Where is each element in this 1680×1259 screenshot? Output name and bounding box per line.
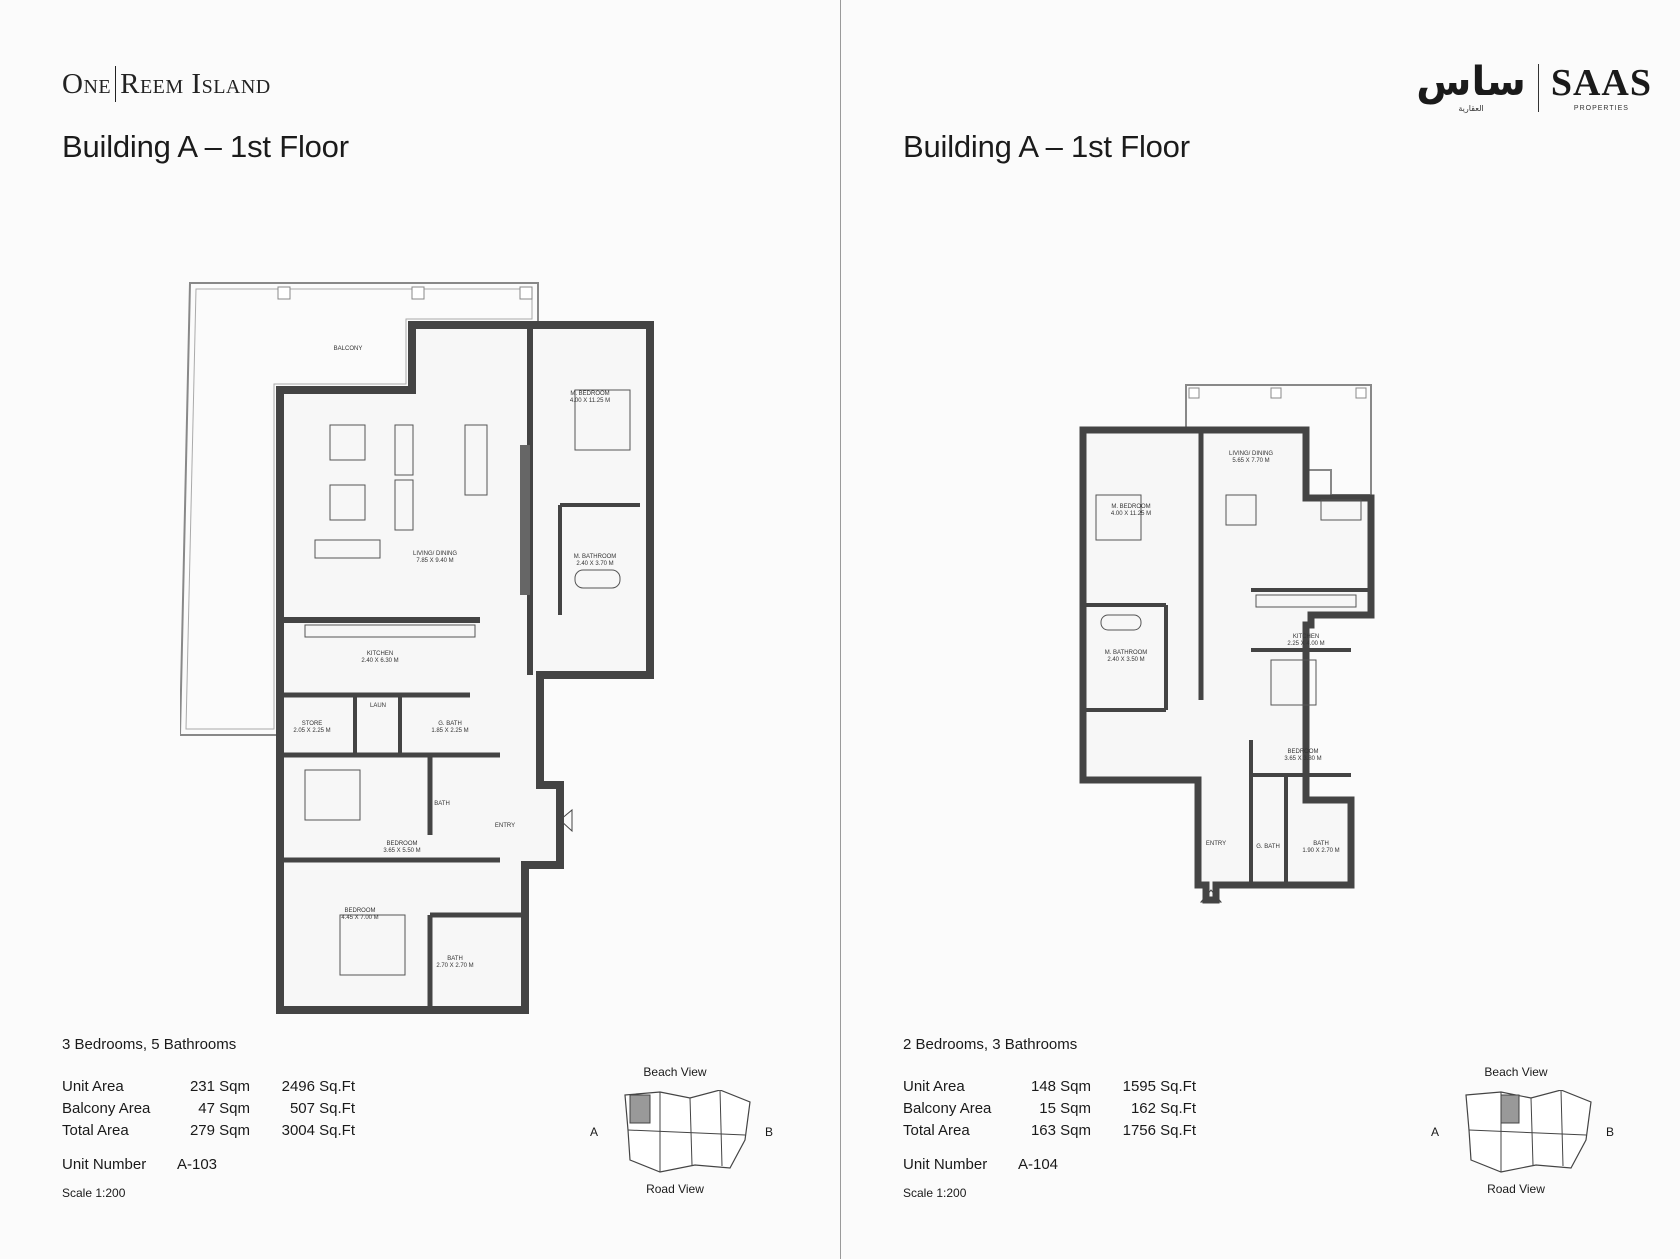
scale-label: Scale 1:200: [903, 1186, 967, 1200]
balcony-post: [1356, 388, 1366, 398]
key-map: [1431, 1065, 1615, 1200]
side-b-label: B: [765, 1125, 774, 1139]
mbath-label: M. BATHROOM: [1104, 650, 1148, 656]
bed-label: BEDROOM: [1287, 749, 1319, 755]
unit-number-value: A-104: [1018, 1156, 1059, 1173]
living-label: LIVING/ DINING: [1228, 451, 1274, 457]
mbath-label: M. BATHROOM: [573, 554, 617, 560]
bed2-dim: 4.45 X 7.00 M: [341, 915, 379, 921]
mbed-dim: 4.00 X 11.25 M: [1110, 511, 1152, 517]
rooms-summary: 3 Bedrooms, 5 Bathrooms: [62, 1036, 237, 1053]
balcony-post: [412, 287, 424, 299]
road-view-label: Road View: [646, 1182, 704, 1196]
area-sqft: 1595 Sq.Ft: [1122, 1078, 1196, 1095]
store-label: STORE: [301, 721, 323, 727]
brand-separator: [1538, 64, 1539, 112]
bath2-dim: 2.70 X 2.70 M: [436, 963, 474, 969]
mbed-dim: 4.00 X 11.25 M: [569, 398, 611, 404]
entry-label: ENTRY: [1205, 841, 1227, 847]
area-label: Unit Area: [62, 1078, 124, 1095]
side-a-label: A: [590, 1125, 599, 1139]
area-sqft: 162 Sq.Ft: [1130, 1100, 1196, 1117]
arabic-logo: [1416, 59, 1526, 113]
bed-dim: 3.65 X 3.80 M: [1284, 756, 1322, 762]
balcony-post: [1189, 388, 1199, 398]
right-page: [841, 0, 1680, 1259]
beach-view-label: Beach View: [643, 1065, 707, 1079]
road-view-label: Road View: [1487, 1182, 1545, 1196]
area-sqm: 279 Sqm: [189, 1122, 250, 1139]
bath2-label: BATH: [447, 956, 463, 962]
mbath-dim: 2.40 X 3.50 M: [1107, 657, 1145, 663]
bed1-dim: 3.65 X 5.50 M: [383, 848, 421, 854]
page-title: Building A – 1st Floor: [62, 129, 349, 164]
area-label: Total Area: [62, 1122, 129, 1139]
unit-number-value: A-103: [177, 1156, 218, 1173]
bed2-label: BEDROOM: [344, 908, 376, 914]
page-title: Building A – 1st Floor: [903, 129, 1190, 164]
kitchen-dim: 2.40 X 6.30 M: [361, 658, 399, 664]
saas-properties-logo: [1416, 59, 1652, 113]
logo-reem-word: Reem Island: [120, 67, 271, 100]
beach-view-label: Beach View: [1484, 1065, 1548, 1079]
building-keyplan: [1461, 1090, 1596, 1175]
area-sqft: 2496 Sq.Ft: [281, 1078, 355, 1095]
area-sqft: 507 Sq.Ft: [289, 1100, 355, 1117]
building-keyplan: [620, 1090, 755, 1175]
area-label: Balcony Area: [903, 1100, 992, 1117]
bath-dim: 1.90 X 2.70 M: [1302, 848, 1340, 854]
kitchen-label: KITCHEN: [1292, 634, 1320, 640]
mbed-label: M. BEDROOM: [1111, 504, 1151, 510]
rooms-summary: 2 Bedrooms, 3 Bathrooms: [903, 1036, 1078, 1053]
arabic-logo-word: ساس: [1416, 59, 1526, 105]
store-dim: 2.05 X 2.25 M: [293, 728, 331, 734]
area-sqm: 231 Sqm: [189, 1078, 250, 1095]
living-dim: 5.65 X 7.70 M: [1232, 458, 1270, 464]
corridor-column: [520, 445, 530, 595]
side-b-label: B: [1606, 1125, 1615, 1139]
balcony-post: [1271, 388, 1281, 398]
bed1-label: BEDROOM: [386, 841, 418, 847]
area-sqm: 47 Sqm: [198, 1100, 250, 1117]
balcony-post: [520, 287, 532, 299]
mbath-dim: 2.40 X 3.70 M: [576, 561, 614, 567]
entry-label: ENTRY: [494, 823, 516, 829]
unit-number-label: Unit Number: [903, 1156, 988, 1173]
area-sqm: 15 Sqm: [1039, 1100, 1091, 1117]
area-label: Total Area: [903, 1122, 970, 1139]
highlighted-unit: [1501, 1095, 1519, 1123]
living-dim: 7.85 X 9.40 M: [416, 558, 454, 564]
unit-number-label: Unit Number: [62, 1156, 147, 1173]
gbath-label: G. BATH: [1256, 844, 1280, 850]
key-map: [590, 1065, 774, 1200]
arabic-logo-sub: العقارية: [1458, 104, 1484, 113]
area-label: Unit Area: [903, 1078, 965, 1095]
scale-label: Scale 1:200: [62, 1186, 126, 1200]
living-label: LIVING/ DINING: [412, 551, 458, 557]
english-logo-word: SAAS: [1550, 62, 1652, 104]
one-reem-island-logo: [62, 66, 271, 102]
logo-one-word: One: [62, 67, 112, 100]
logo-separator: [115, 66, 116, 102]
balcony-label: BALCONY: [333, 346, 363, 352]
kitchen-label: KITCHEN: [366, 651, 394, 657]
kitchen-dim: 2.25 X 4.00 M: [1287, 641, 1325, 647]
area-sqft: 1756 Sq.Ft: [1122, 1122, 1196, 1139]
side-a-label: A: [1431, 1125, 1440, 1139]
bath1-label: BATH: [434, 801, 450, 807]
highlighted-unit: [630, 1095, 650, 1123]
english-logo: [1551, 63, 1652, 112]
area-label: Balcony Area: [62, 1100, 151, 1117]
area-sqm: 163 Sqm: [1030, 1122, 1091, 1139]
floor-plan-a103: [180, 275, 660, 1015]
mbed-label: M. BEDROOM: [570, 391, 610, 397]
floor-plan-a104: [1071, 380, 1431, 905]
english-logo-sub: PROPERTIES: [1573, 105, 1629, 112]
area-sqm: 148 Sqm: [1030, 1078, 1091, 1095]
gbath-label: G. BATH: [438, 721, 462, 727]
laun-label: LAUN: [369, 703, 387, 709]
gbath-dim: 1.85 X 2.25 M: [431, 728, 469, 734]
bath-label: BATH: [1313, 841, 1329, 847]
area-sqft: 3004 Sq.Ft: [281, 1122, 355, 1139]
balcony-post: [278, 287, 290, 299]
